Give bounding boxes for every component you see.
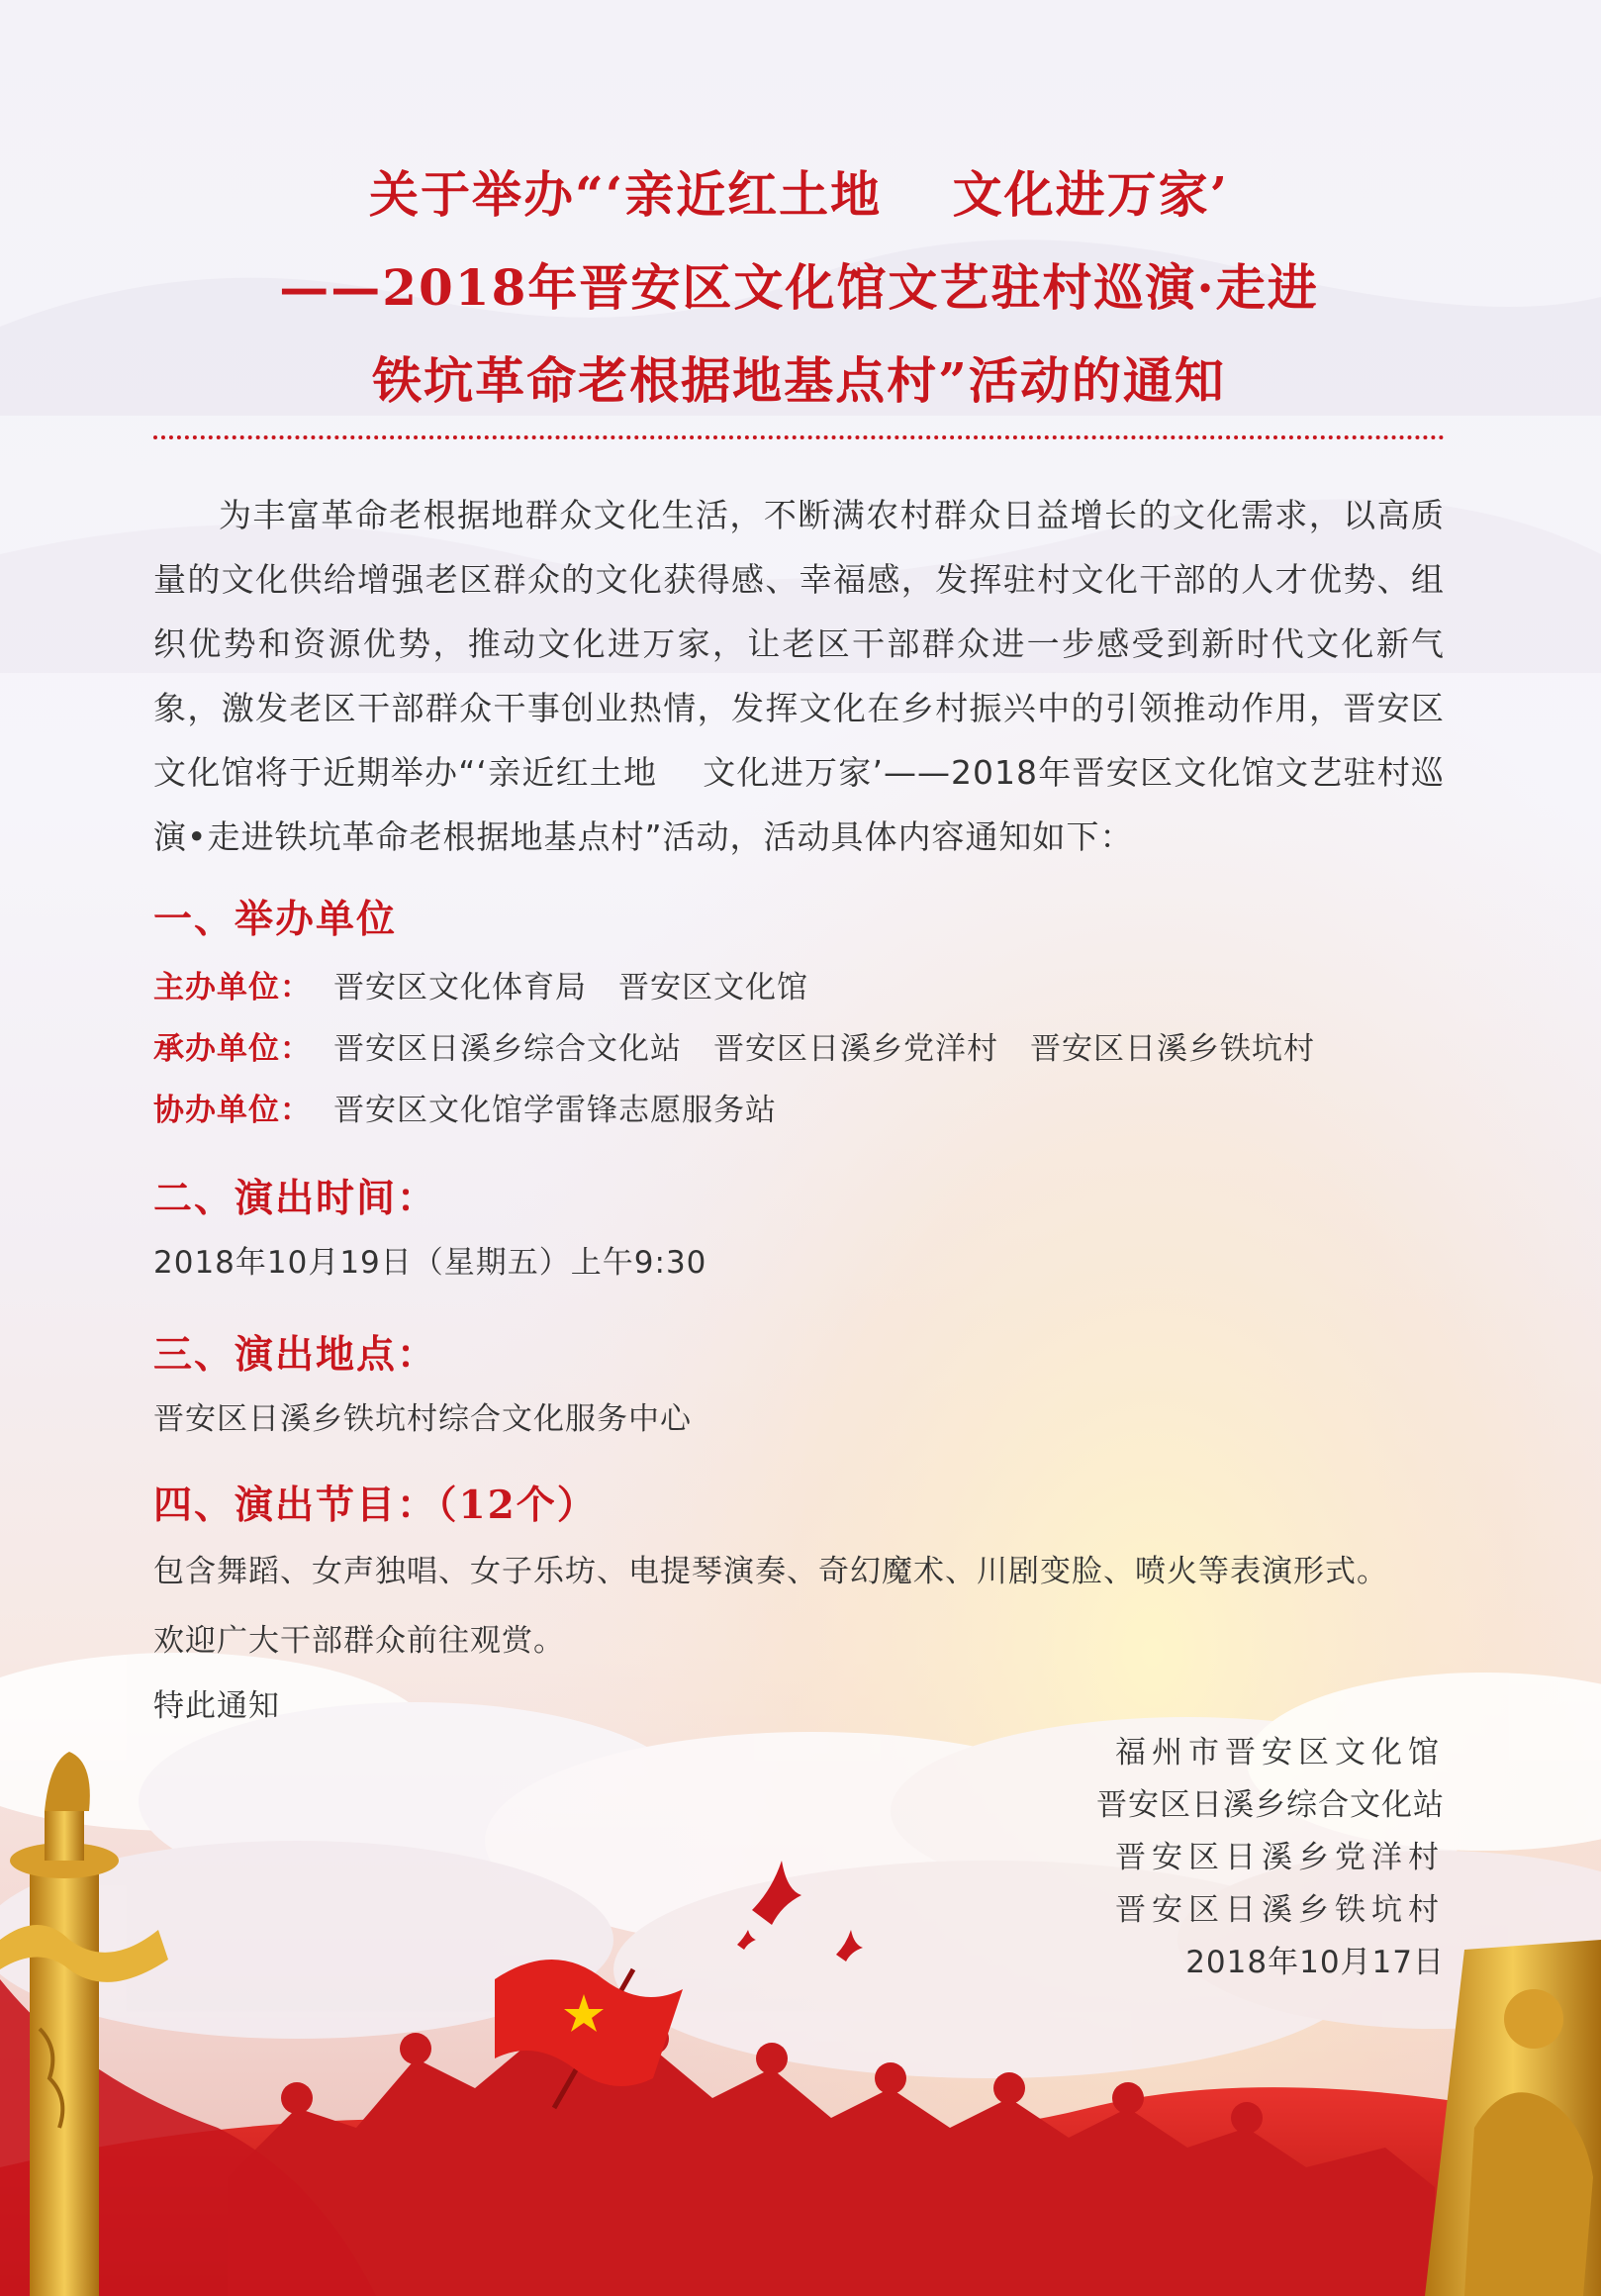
dotted-divider (153, 435, 1445, 439)
section-time (153, 1168, 1445, 1223)
section-2-title: 二、演出时间： (153, 1176, 438, 1221)
title-line-3: 铁坑革命老根据地基点村”活动的通知 (372, 351, 1226, 410)
organizer-value: 晋安区日溪乡综合文化站 晋安区日溪乡党洋村 晋安区日溪乡铁坑村 (333, 1031, 1315, 1067)
signature-org-2: 晋安区日溪乡综合文化站 (1096, 1787, 1445, 1823)
section-program (153, 1475, 1445, 1530)
signature-org-1: 福州市晋安区文化馆 (1115, 1735, 1445, 1770)
host-row (153, 962, 1445, 1006)
co-organizer-label: 协办单位： (153, 1093, 312, 1128)
closing-text: 特此通知 (153, 1688, 280, 1724)
section-4-title: 四、演出节目：（12个） (153, 1483, 598, 1528)
host-label: 主办单位： (153, 970, 312, 1005)
signature-block (1049, 1727, 1445, 1989)
signature-date: 2018年10月17日 (1185, 1945, 1445, 1980)
closing-row (153, 1680, 1445, 1725)
co-organizer-row (153, 1085, 1445, 1129)
intro-paragraph: 为丰富革命老根据地群众文化生活，不断满农村群众日益增长的文化需求，以高质量的文化供给增强老区群众的文化获得感、幸福感，发挥驻村文化干部的人才优势、组织优势和资源优势，推动文化进万家，让老区干部群众进一步感受到新时代文化新气象，激发老区干部群众干事创业热情，发挥文化在乡村振兴中的引领推动作用，晋安区文化馆将于近期举办“‘亲近红土地 文化进万家’——2018年晋安区文化馆文艺驻村巡演•走进铁坑革命老根据地基点村”活动，活动具体内容通知如下： (153, 496, 1445, 856)
section-3-title: 三、演出地点： (153, 1332, 438, 1378)
location-row (153, 1393, 1445, 1438)
organizer-row (153, 1023, 1445, 1068)
organizer-label: 承办单位： (153, 1031, 312, 1067)
welcome-row (153, 1615, 1445, 1660)
signature-org-3: 晋安区日溪乡党洋村 (1115, 1840, 1445, 1875)
notice-title (153, 148, 1445, 428)
time-row (153, 1237, 1445, 1282)
notice-content (153, 0, 1445, 2296)
performance-time: 2018年10月19日（星期五）上午9:30 (153, 1245, 707, 1281)
title-line-2: ——2018年晋安区文化馆文艺驻村巡演·走进 (279, 258, 1319, 317)
welcome-text: 欢迎广大干部群众前往观赏。 (153, 1623, 565, 1659)
title-line-1: 关于举办“‘亲近红土地 文化进万家’ (369, 165, 1229, 224)
section-organizers (153, 889, 1445, 944)
section-1-title: 一、举办单位 (153, 897, 398, 942)
signature-org-4: 晋安区日溪乡铁坑村 (1115, 1892, 1445, 1928)
program-description: 包含舞蹈、女声独唱、女子乐坊、电提琴演奏、奇幻魔术、川剧变脸、喷火等表演形式。 (153, 1554, 1388, 1589)
co-organizer-value: 晋安区文化馆学雷锋志愿服务站 (333, 1093, 777, 1128)
program-row (153, 1546, 1445, 1590)
host-value: 晋安区文化体育局 晋安区文化馆 (333, 970, 808, 1005)
section-location (153, 1324, 1445, 1380)
performance-location: 晋安区日溪乡铁坑村综合文化服务中心 (153, 1401, 692, 1437)
